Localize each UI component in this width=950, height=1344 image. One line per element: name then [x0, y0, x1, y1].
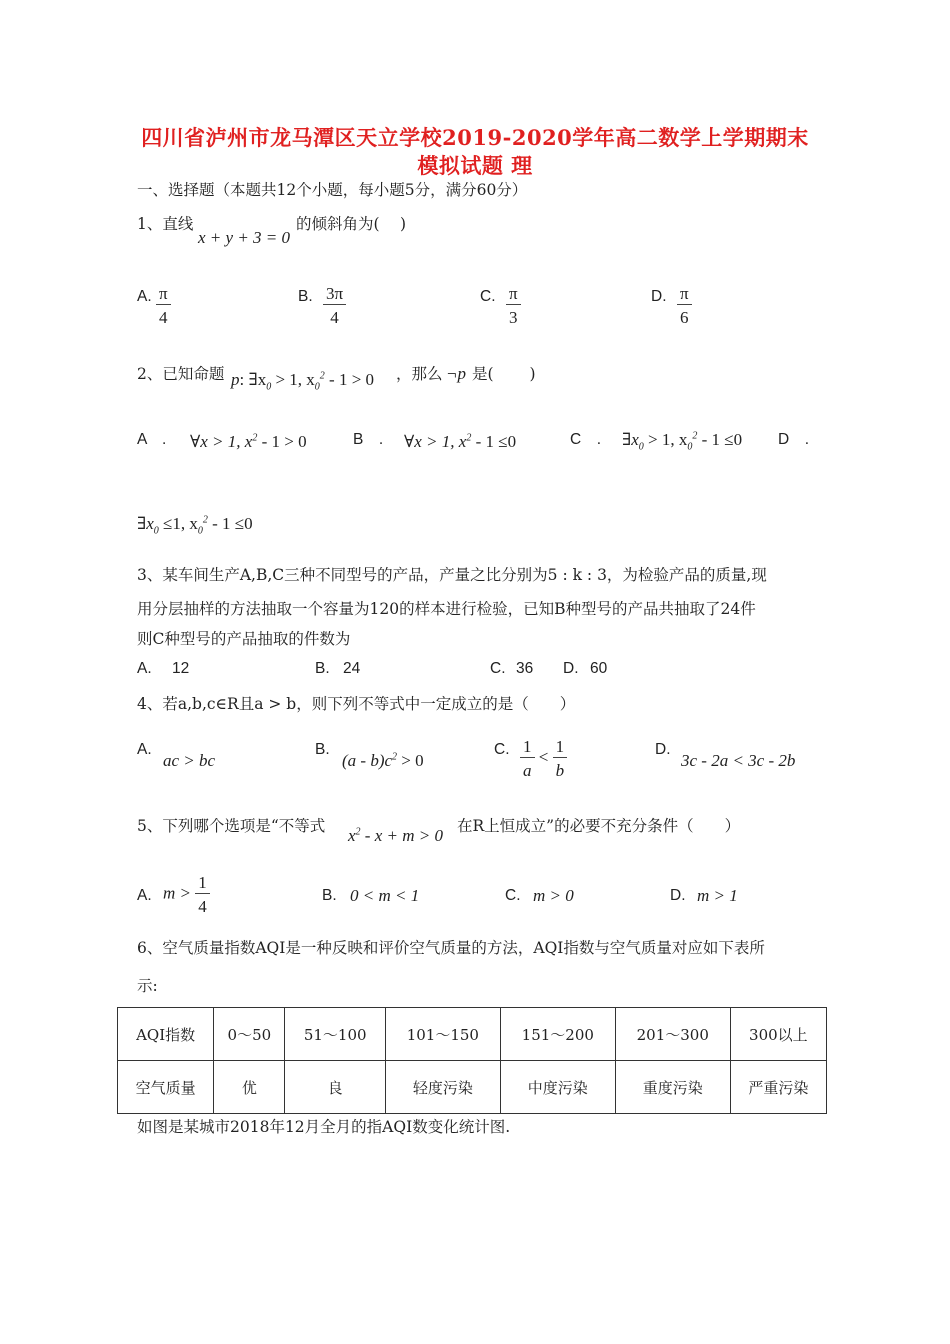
table-cell: AQI指数 — [118, 1008, 214, 1061]
table-cell: 300以上 — [730, 1008, 826, 1061]
q1-prefix: 1、直线 — [137, 215, 194, 233]
q1-option-c — [506, 285, 521, 326]
q3-option-a-label: A. — [137, 660, 152, 677]
q2-end: - 1 > 0 — [324, 370, 375, 389]
q2-option-c: $\exists x_0 > 1$, $x_0^2 - 1 \le 0$ — [622, 430, 743, 453]
q2-sub1: 0 — [314, 381, 320, 393]
table-cell: 0～50 — [214, 1008, 285, 1061]
q1-b-den: 4 — [330, 308, 339, 327]
aqi-table — [117, 1007, 827, 1114]
q2-option-c-label: C . — [570, 431, 602, 448]
q5-option-b-label: B. — [322, 887, 337, 904]
q1-a-num: π — [156, 285, 171, 305]
q3-option-a: 12 — [172, 660, 190, 677]
section-header: 一、选择题（本题共12个小题，每小题5分，满分60分） — [137, 181, 528, 199]
q2-option-a: ∀x > 1, $x^2 - 1 > 0$ — [190, 432, 307, 451]
q6-after-table: 如图是某城市2018年12月全月的指AQI数变化统计图. — [137, 1118, 511, 1136]
q4-line: 4、若a,b,c∈R且a > b，则下列不等式中一定成立的是（ ） — [137, 695, 576, 713]
q2-middle: ，那么 — [396, 365, 443, 383]
table-cell: 重度污染 — [615, 1061, 730, 1114]
q2-neg-p: ¬p — [446, 364, 466, 383]
q4-option-a: ac > bc — [163, 751, 216, 770]
table-cell: 51～100 — [285, 1008, 385, 1061]
q3-option-d: 60 — [590, 660, 608, 677]
q5-option-d: m > 1 — [697, 886, 738, 905]
q1-option-d-label: D. — [651, 288, 667, 305]
q1-c-den: 3 — [509, 308, 518, 327]
q5-suffix: 在R上恒成立”的必要不充分条件（ ） — [457, 817, 741, 835]
q2-expression — [231, 370, 374, 392]
q1-option-a-label: A. — [137, 288, 152, 305]
q2-sub0: 0 — [266, 381, 272, 393]
q1-b-num: 3π — [323, 285, 346, 305]
q1-c-num: π — [506, 285, 521, 305]
q4-option-c: $\frac{1}{a}$ < $\frac{1}{b}$ — [520, 738, 567, 779]
q1-option-b — [323, 285, 346, 326]
doc-title-line2: 模拟试题 理 — [417, 153, 533, 178]
table-cell: 151～200 — [500, 1008, 615, 1061]
q3-line1: 3、某车间生产A,B,C三种不同型号的产品，产量之比分别为5 : k : 3，为检验产品的质量,现 — [137, 566, 767, 584]
q2-option-a-label: A . — [137, 431, 167, 448]
q5-option-c-label: C. — [505, 887, 521, 904]
q4-option-a-label: A. — [137, 741, 152, 758]
q2-option-d: $\exists x_0 \le 1$, $x_0^2 - 1 \le 0$ — [137, 514, 253, 537]
table-cell: 201～300 — [615, 1008, 730, 1061]
table-row — [118, 1008, 827, 1061]
table-cell: 空气质量 — [118, 1061, 214, 1114]
q6-line1: 6、空气质量指数AQI是一种反映和评价空气质量的方法，AQI指数与空气质量对应如下表所 — [137, 939, 765, 957]
q5-option-d-label: D. — [670, 887, 686, 904]
q4-option-b-label: B. — [315, 741, 330, 758]
q2-option-d-label: D . — [778, 431, 810, 448]
q3-option-b-label: B. — [315, 660, 330, 677]
q2-mid: > 1, x — [271, 370, 315, 389]
q5-option-a-label: A. — [137, 887, 152, 904]
q2-option-b-label: B . — [353, 431, 384, 448]
q1-suffix: 的倾斜角为( ) — [296, 215, 407, 233]
q6-line2: 示: — [137, 977, 158, 995]
doc-title-line1: 四川省泸州市龙马潭区天立学校2019-2020学年高二数学上学期期末 — [141, 125, 809, 150]
table-cell: 轻度污染 — [385, 1061, 500, 1114]
q2-option-b: ∀x > 1, $x^2 - 1 \le 0$ — [404, 432, 517, 451]
q2-p: p — [231, 370, 240, 389]
q5-prefix: 5、下列哪个选项是“不等式 — [137, 817, 326, 835]
q1-d-den: 6 — [680, 308, 689, 327]
q1-option-b-label: B. — [298, 288, 313, 305]
table-cell: 101～150 — [385, 1008, 500, 1061]
q5-expression: $x^2 - x + m > 0$ — [348, 826, 443, 845]
q4-option-d: 3c - 2a < 3c - 2b — [681, 751, 796, 770]
table-cell: 中度污染 — [500, 1061, 615, 1114]
q1-option-a — [156, 285, 171, 326]
q1-expression: x + y + 3 = 0 — [198, 228, 291, 247]
q5-option-a: m > $\frac{1}{4}$ — [163, 874, 210, 915]
q1-option-c-label: C. — [480, 288, 496, 305]
q3-option-b: 24 — [343, 660, 361, 677]
q5-option-c: m > 0 — [533, 886, 574, 905]
q2-body: : ∃x — [239, 370, 267, 389]
q3-option-c: 36 — [516, 660, 534, 677]
q2-prefix: 2、已知命题 — [137, 365, 225, 383]
q3-line3: 则C种型号的产品抽取的件数为 — [137, 630, 351, 648]
table-cell: 严重污染 — [730, 1061, 826, 1114]
q1-d-num: π — [677, 285, 692, 305]
table-cell: 良 — [285, 1061, 385, 1114]
q5-option-b: 0 < m < 1 — [350, 886, 420, 905]
q4-option-d-label: D. — [655, 741, 671, 758]
table-cell: 优 — [214, 1061, 285, 1114]
q1-a-den: 4 — [159, 308, 168, 327]
q2-suffix: 是( ) — [472, 365, 536, 383]
q4-option-b: $(a - b)c^2 > 0$ — [342, 751, 424, 770]
q3-option-c-label: C. — [490, 660, 506, 677]
q1-option-d — [677, 285, 692, 326]
q2-sup1: 2 — [319, 370, 325, 382]
q3-line2: 用分层抽样的方法抽取一个容量为120的样本进行检验，已知B种型号的产品共抽取了24件 — [137, 600, 756, 618]
q3-option-d-label: D. — [563, 660, 579, 677]
table-row — [118, 1061, 827, 1114]
q4-option-c-label: C. — [494, 741, 510, 758]
